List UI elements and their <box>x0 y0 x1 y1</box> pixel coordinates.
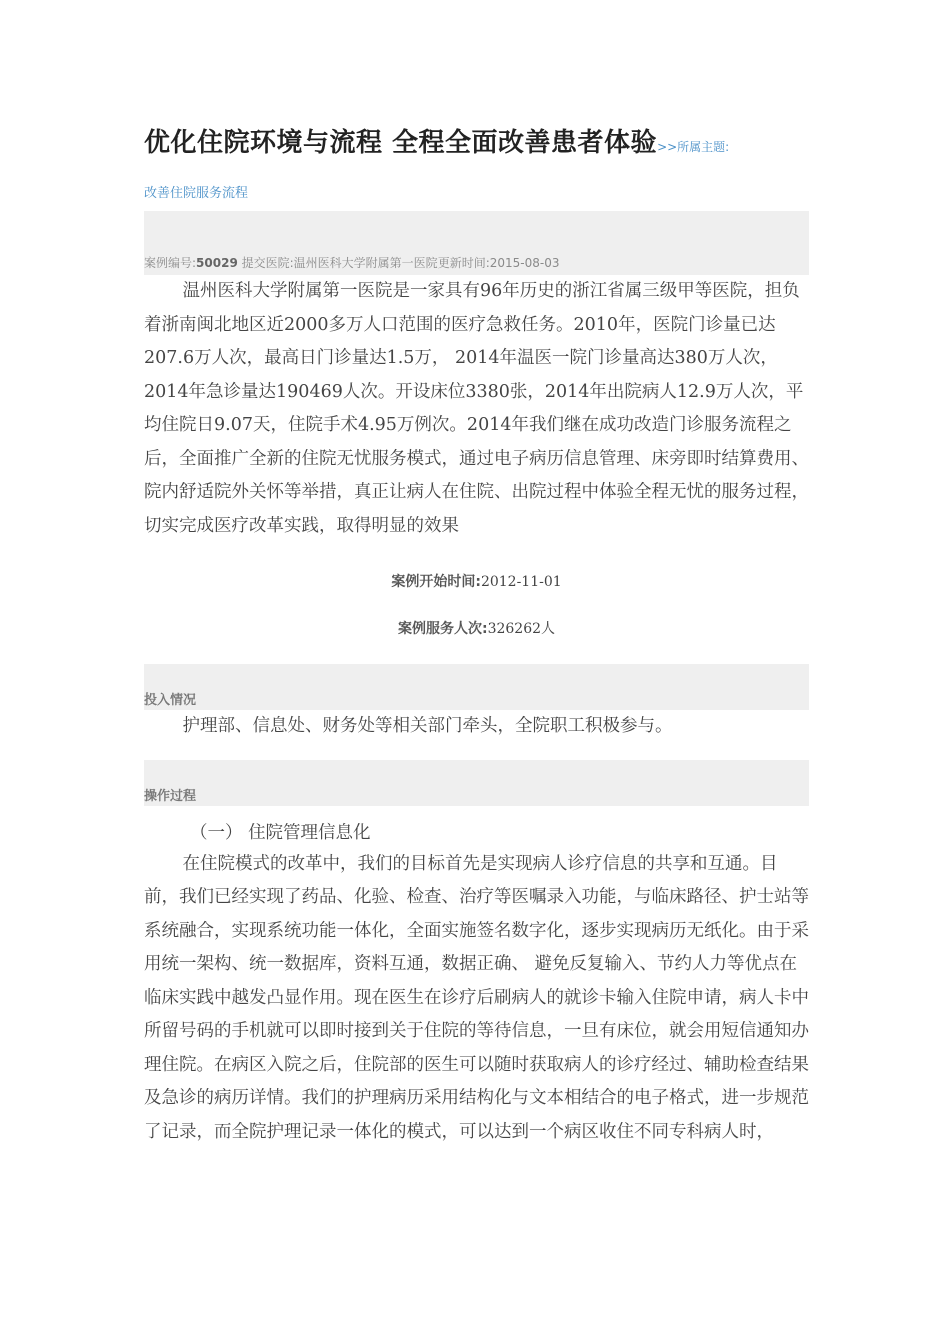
investment-section-header <box>144 664 809 710</box>
case-served-label: 案例服务人次: <box>397 621 488 637</box>
case-start-info <box>144 571 809 593</box>
meta-bar <box>144 211 809 275</box>
investment-heading: 投入情况 <box>144 693 197 708</box>
meta-line <box>144 254 559 271</box>
hospital-name: 温州医科大学附属第一医院 <box>293 256 438 270</box>
case-no: 50029 <box>196 256 238 270</box>
case-start-date: 2012-11-01 <box>480 574 562 590</box>
process-heading: 操作过程 <box>144 788 197 804</box>
case-start-label: 案例开始时间: <box>391 574 481 590</box>
article <box>144 122 809 1149</box>
title-row <box>144 122 809 166</box>
page-title: 优化住院环境与流程 全程全面改善患者体验 <box>144 128 658 158</box>
investment-paragraph: 护理部、信息处、财务处等相关部门牵头，全院职工积极参与。 <box>182 716 673 736</box>
case-served-count: 326262人 <box>487 621 556 637</box>
case-served-info <box>144 618 809 640</box>
update-label: 更新时间: <box>437 256 490 270</box>
hospital-label: 提交医院: <box>241 256 294 270</box>
process-section-header <box>144 760 809 806</box>
case-no-label: 案例编号: <box>144 256 197 270</box>
process-paragraph: 在住院模式的改革中，我们的目标首先是实现病人诊疗信息的共享和互通。目前，我们已经实现了药品、化验、检查、治疗等医嘱录入功能，与临床路径、护士站等系统融合，实现系统功能一体化，全面实施签名数字化，逐步实现病历无纸化。由于采用统一架构、统一数据库，资料互通，数据正确、 避免反复输入、节约人力等优点在临床实践中越发凸显作用。现在医生在诊疗后刷病人的就诊卡输入住院申请，病人卡中所留号码的手机就可以即时接到关于住院的等待信息，一旦有床位，就会用短信通知办理住院。在病区入院之后，住院部的医生可以随时获取病人的诊疗经过、辅助检查结果及急诊的病历详情。我们的护理病历采用结构化与文本相结合的电子格式，进一步规范了记录，而全院护理记录一体化的模式，可以达到一个病区收住不同专科病人时， <box>144 853 809 1142</box>
intro-paragraph: 温州医科大学附属第一医院是一家具有96年历史的浙江省属三级甲等医院，担负着浙南闽北地区近2000多万人口范围的医疗急救任务。2010年，医院门诊量已达207.6万人次，最高日门诊量达1.5万， 2014年温医一院门诊量高达380万人次，2014年急诊量达190469人次。开设床位3380张，2014年出院病人12.9万人次，平均住院日9.07天，住院手术4.95万例次。2014年我们继在成功改造门诊服务流程之后，全面推广全新的住院无忧服务模式，通过电子病历信息管理、床旁即时结算费用、院内舒适院外关怀等举措，真正让病人在住院、出院过程中体验全程无忧的服务过程，切实完成医疗改革实践，取得明显的效果 <box>144 281 809 536</box>
topic-link[interactable]: 改善住院服务流程 <box>144 186 249 201</box>
process-subheading: （一） 住院管理信息化 <box>190 822 371 843</box>
topic-prefix: >>所属主题: <box>657 140 730 154</box>
update-date: 2015-08-03 <box>489 256 560 270</box>
